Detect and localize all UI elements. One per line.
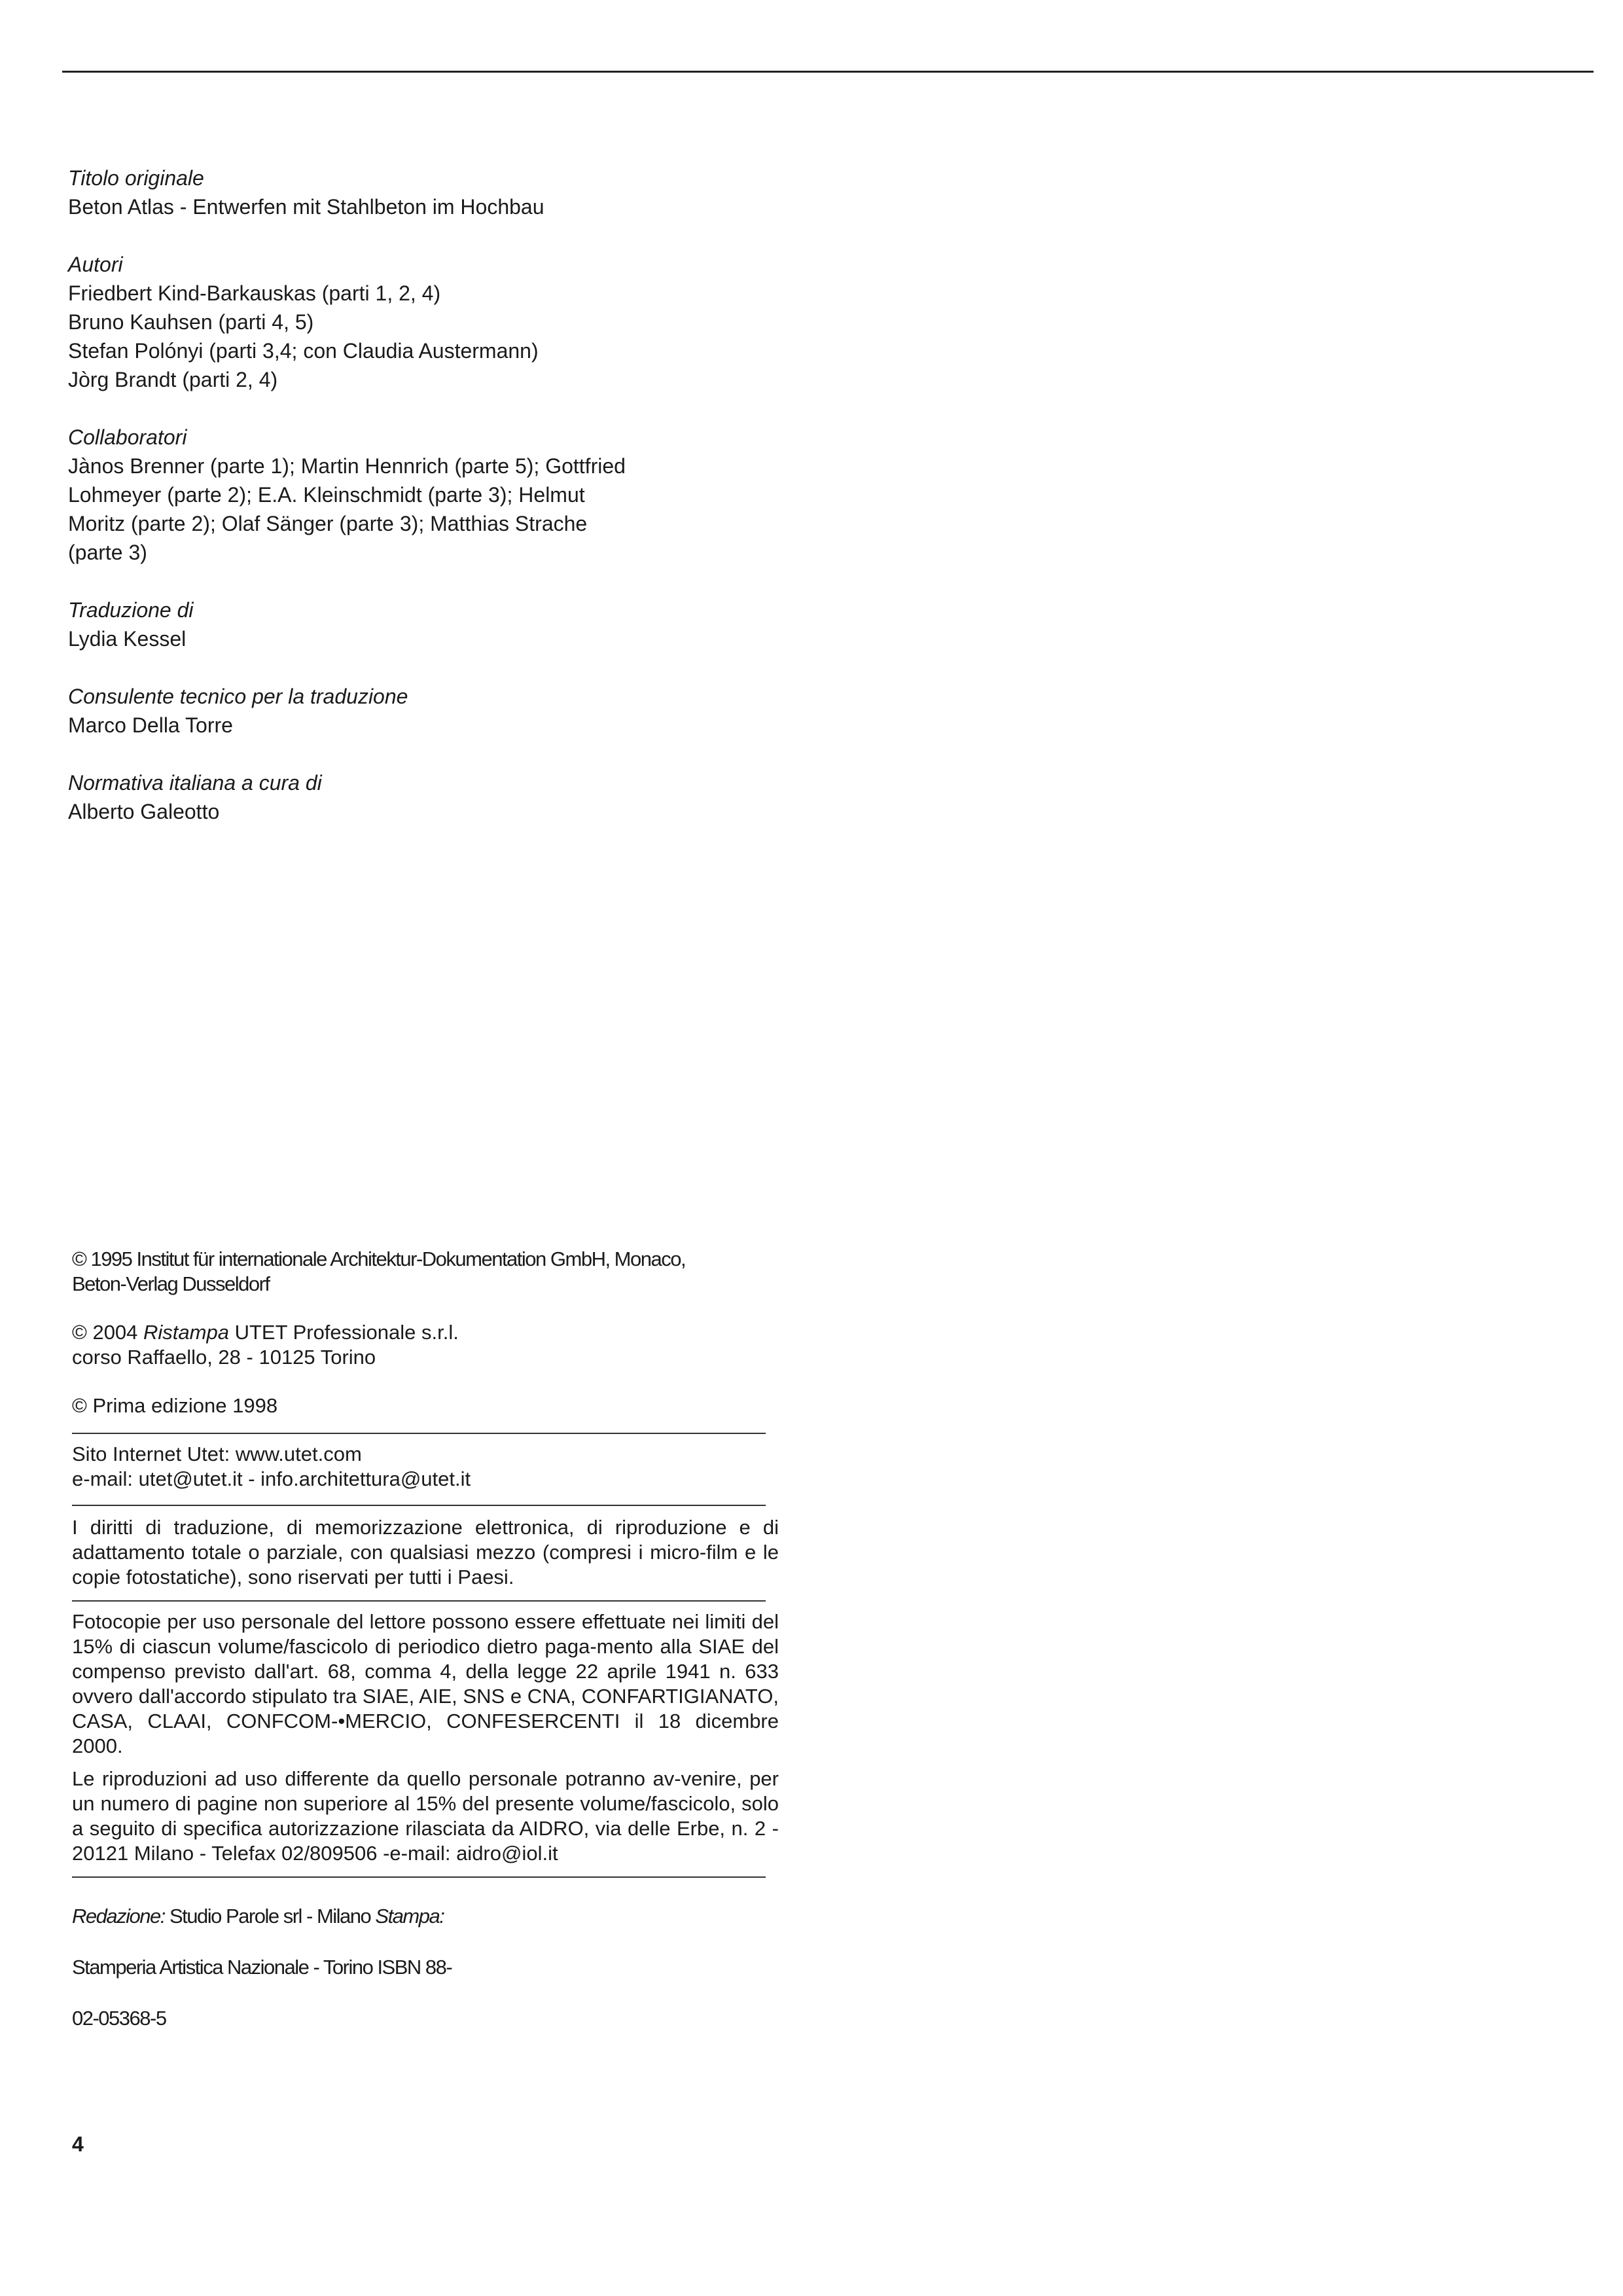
editing-label: Redazione: xyxy=(72,1905,165,1928)
rights-paragraph: I diritti di traduzione, di memorizzazione elettronica, di riproduzione e di adattamento totale o parziale, con qualsiasi mezzo (compresi i micro-film e le copie fotostatiche), sono riservati per tutti i Paesi. xyxy=(72,1516,779,1588)
imprint-printer: Stamperia Artistica Nazionale - Torino ISBN 88- xyxy=(72,1956,452,1979)
collaborators-line: Lohmeyer (parte 2); E.A. Kleinschmidt (parte 3); Helmut xyxy=(68,483,585,507)
imprint-editing xyxy=(72,1904,779,1929)
collaborators-line: Moritz (parte 2); Olaf Sänger (parte 3); Matthias Strache xyxy=(68,512,588,535)
credits-section xyxy=(68,164,788,855)
divider xyxy=(72,1433,766,1434)
reproductions-paragraph: Le riproduzioni ad uso differente da quello personale potranno av-venire, per un numero di pagine non superiore al 15% del presente volume/fascicolo, solo a seguito di specifica autorizzazione rilasciata da AIDRO, via delle Erbe, n. 2 - 20121 Milano - Telefax 02/809506 -e-mail: aidro@iol.it xyxy=(72,1767,779,1865)
top-rule xyxy=(62,71,1594,73)
copyright-2004-publisher: UTET Professionale s.r.l. xyxy=(228,1321,459,1344)
author-line: Stefan Polónyi (parti 3,4; con Claudia Austermann) xyxy=(68,339,539,363)
collaborators-line: (parte 3) xyxy=(68,541,147,564)
website-line: Sito Internet Utet: www.utet.com xyxy=(72,1443,362,1465)
imprint-isbn: 02-05368-5 xyxy=(72,2007,166,2030)
author-line: Friedbert Kind-Barkauskas (parti 1, 2, 4) xyxy=(68,281,441,305)
authors-label: Autori xyxy=(68,253,123,276)
translator-name: Lydia Kessel xyxy=(68,627,187,651)
collaborators-block xyxy=(68,423,788,567)
email-line: e-mail: utet@utet.it - info.architettura@utet.it xyxy=(72,1467,471,1490)
original-title-value: Beton Atlas - Entwerfen mit Stahlbeton im Hochbau xyxy=(68,195,544,219)
divider xyxy=(72,1876,766,1878)
collaborators-label: Collaboratori xyxy=(68,425,187,449)
copyright-2004 xyxy=(72,1320,779,1345)
norms-label: Normativa italiana a cura di xyxy=(68,771,322,795)
copyright-2004-prefix: © 2004 xyxy=(72,1321,144,1344)
translation-block xyxy=(68,596,788,653)
copyright-2004-reprint: Ristampa xyxy=(143,1321,229,1344)
publisher-address: corso Raffaello, 28 - 10125 Torino xyxy=(72,1346,376,1369)
print-label: Stampa: xyxy=(375,1905,444,1928)
divider xyxy=(72,1600,766,1602)
page-number: 4 xyxy=(72,2132,84,2156)
copyright-1995-line2: Beton-Verlag Dusseldorf xyxy=(72,1272,270,1295)
consultant-label: Consulente tecnico per la traduzione xyxy=(68,685,408,708)
consultant-name: Marco Della Torre xyxy=(68,713,233,737)
author-line: Jòrg Brandt (parti 2, 4) xyxy=(68,368,278,391)
translation-label: Traduzione di xyxy=(68,598,194,622)
authors-block xyxy=(68,250,788,394)
author-line: Bruno Kauhsen (parti 4, 5) xyxy=(68,310,314,334)
norms-editor-name: Alberto Galeotto xyxy=(68,800,220,823)
editing-value: Studio Parole srl - Milano xyxy=(164,1905,376,1928)
original-title-label: Titolo originale xyxy=(68,166,204,190)
consultant-block xyxy=(68,682,788,740)
legal-section xyxy=(72,1247,779,2031)
original-title-block xyxy=(68,164,788,221)
collaborators-line: Jànos Brenner (parte 1); Martin Hennrich (parte 5); Gottfried xyxy=(68,454,626,478)
copyright-1995-line1: © 1995 Institut für internationale Architektur-Dokumentation GmbH, Monaco, xyxy=(72,1247,686,1270)
norms-block xyxy=(68,768,788,826)
divider xyxy=(72,1505,766,1506)
first-edition: © Prima edizione 1998 xyxy=(72,1394,278,1417)
photocopies-paragraph: Fotocopie per uso personale del lettore possono essere effettuate nei limiti del 15% di ciascun volume/fascicolo di periodico dietro paga-mento alla SIAE del compenso previsto dall'art. 68, comma 4, della legge 22 aprile 1941 n. 633 ovvero dall'accordo stipulato tra SIAE, AIE, SNS e CNA, CONFARTIGIANATO, CASA, CLAAI, CONFCOM-•MERCIO, CONFESERCENTI il 18 dicembre 2000. xyxy=(72,1610,779,1757)
